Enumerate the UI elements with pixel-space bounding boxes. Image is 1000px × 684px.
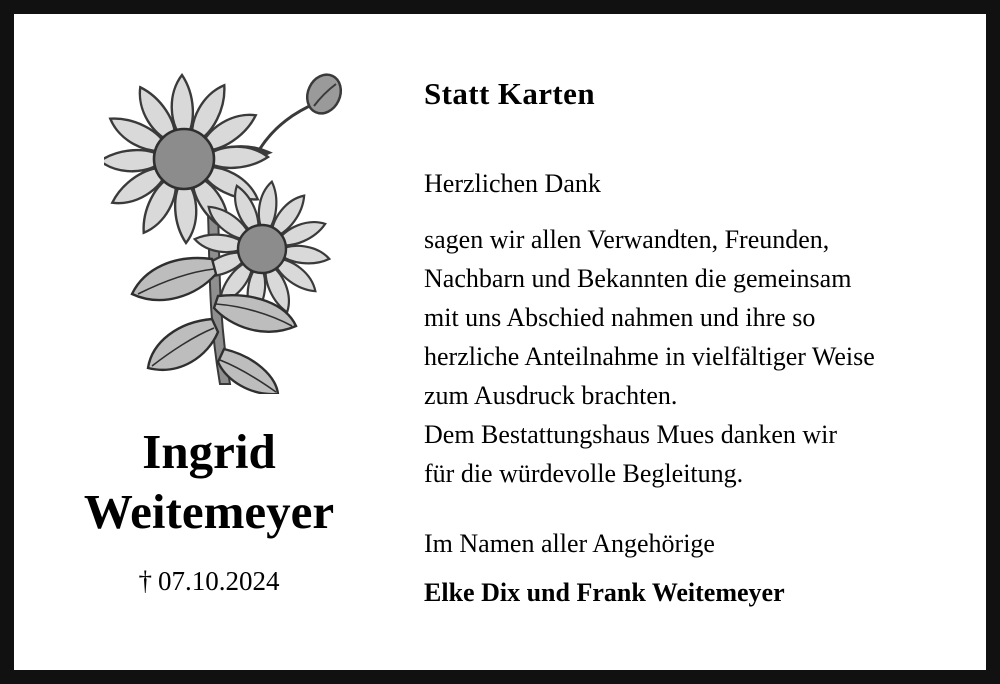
deceased-last-name: Weitemeyer bbox=[83, 483, 335, 539]
left-column bbox=[14, 14, 404, 670]
obituary-inner bbox=[14, 14, 986, 670]
cross-icon: † bbox=[138, 566, 152, 596]
death-date-line bbox=[14, 566, 404, 597]
right-column bbox=[414, 14, 974, 670]
body-line: Nachbarn und Bekannten die gemeinsam bbox=[424, 264, 852, 293]
headline: Statt Karten bbox=[424, 76, 595, 111]
body-line: herzliche Anteilnahme in vielfältiger Weise bbox=[424, 342, 875, 371]
body-line: mit uns Abschied nahmen und ihre so bbox=[424, 303, 816, 332]
deceased-name bbox=[14, 422, 404, 542]
sunflower-illustration-icon bbox=[104, 64, 344, 394]
thanks-body bbox=[424, 220, 969, 493]
deceased-first-name: Ingrid bbox=[142, 424, 276, 479]
closing-line: Im Namen aller Angehörige bbox=[424, 529, 715, 558]
body-line: Dem Bestattungshaus Mues danken wir bbox=[424, 420, 838, 449]
signers-line: Elke Dix und Frank Weitemeyer bbox=[424, 578, 785, 607]
body-line: für die würdevolle Begleitung. bbox=[424, 459, 744, 488]
body-line: sagen wir allen Verwandten, Freunden, bbox=[424, 225, 830, 254]
body-line: zum Ausdruck brachten. bbox=[424, 381, 678, 410]
thanks-intro: Herzlichen Dank bbox=[424, 169, 601, 198]
death-date-value: 07.10.2024 bbox=[158, 566, 280, 596]
